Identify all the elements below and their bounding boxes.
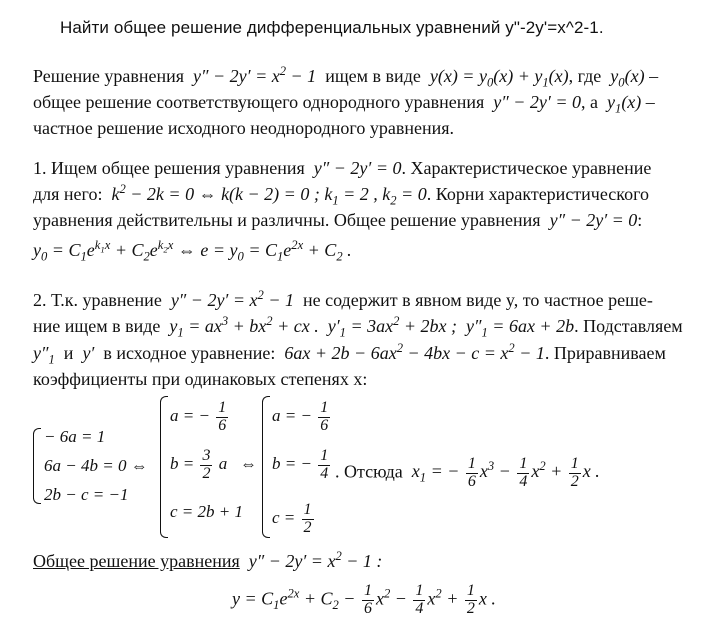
substitution-equation: $6ax + 2b - 6ax^2 - 4bx - c = x^2 - 1$ bbox=[279, 341, 545, 363]
intro-line-3: частное решение исходного неоднородного уравнения. bbox=[33, 118, 454, 138]
step2-text-3b: в исходное уравнение: bbox=[103, 343, 276, 363]
step2-equation: $y'' - 2y' = x^2 - 1$ bbox=[166, 288, 299, 310]
system2-row-1: a = − $\frac{1}{6}$ bbox=[170, 399, 227, 434]
system1-row-1: − 6a = 1 bbox=[44, 427, 106, 446]
step2-text-2b: . Подставляем bbox=[574, 316, 683, 336]
hence-text: . Отсюда bbox=[335, 461, 403, 482]
brace-2 bbox=[160, 396, 168, 538]
problem-title: Найти общее решение дифференциальных уравнений y"-2y'=x^2-1. bbox=[60, 18, 604, 37]
intro-dash-1: – bbox=[649, 66, 659, 86]
general-label: Общее решение уравнения bbox=[33, 551, 240, 571]
step1-text-1b: . Характеристическое уравнение bbox=[401, 158, 652, 178]
step1-text-1a: 1. Ищем общее решения уравнения bbox=[33, 158, 305, 178]
y0-symbol: $y_0(x)$ bbox=[605, 66, 650, 90]
equation-main: $y'' - 2y' = x^2 - 1$ bbox=[188, 64, 321, 86]
step1-line-2 bbox=[33, 182, 650, 208]
intro-text-2b: , а bbox=[581, 92, 599, 112]
general-solution-heading bbox=[33, 551, 382, 572]
step1-line-1 bbox=[33, 158, 651, 179]
step2-line-3 bbox=[33, 341, 666, 367]
system3-row-2: b = − $\frac{1}{4}$ bbox=[272, 447, 329, 482]
intro-text-1b: ищем в виде bbox=[325, 66, 421, 86]
system2-row-3: c = 2b + 1 bbox=[170, 502, 243, 521]
equation-form: $y(x) = y_0(x) + y_1(x)$ bbox=[425, 66, 569, 90]
step1-text-3a: уравнения действительны и различны. Общее решение уравнения bbox=[33, 210, 541, 230]
particular-solution: $x_1$ = − $\frac{1}{6}$ $x^3$ − $\frac{1}{4}$ $x^2$ + $\frac{1}{2}$ x . bbox=[407, 455, 600, 490]
system3-row-3: c = $\frac{1}{2}$ bbox=[272, 501, 312, 536]
step1-equation-repeat: y″ − 2y′ = 0 bbox=[545, 210, 638, 230]
intro-dash-2: – bbox=[645, 92, 655, 112]
step1-equation: y″ − 2y′ = 0 bbox=[309, 158, 402, 178]
intro-text-1a: Решение уравнения bbox=[33, 66, 185, 86]
step2-line-4: коэффициенты при одинаковых степенях x: bbox=[33, 369, 368, 389]
y1-double-prime: $y''_1$ bbox=[33, 343, 55, 367]
step2-text-3c: . Приравниваем bbox=[544, 343, 666, 363]
system1-row-2: 6a − 4b = 0 ⇔ bbox=[44, 456, 148, 475]
brace-3 bbox=[262, 396, 270, 538]
step1-text-2a: для него: bbox=[33, 184, 103, 204]
step2-line-2 bbox=[33, 314, 683, 340]
particular-form: $y_1 = ax^3 + bx^2$ + cx . $y'_1 = 3ax^2 + 2bx$ ; $y''_1 = 6ax + 2b$ bbox=[164, 314, 575, 340]
particular-solution-line bbox=[335, 456, 600, 491]
homogeneous-solution: $y_0 = C_1e^{k_1x} + C_2e^{k_2x}$ ⇔ $e = y_0 = C_1e^{2x} + C_2$ . bbox=[33, 238, 352, 264]
intro-text-1c: , где bbox=[568, 66, 602, 86]
step1-colon: : bbox=[637, 210, 643, 230]
step1-text-2b: . Корни характеристического bbox=[426, 184, 650, 204]
step1-line-3 bbox=[33, 210, 642, 231]
general-solution: $y = C_1e^{2x} + C_2$ − $\frac{1}{6}$ $x^2$ − $\frac{1}{4}$ $x^2$ + $\frac{1}{2}$ x . bbox=[232, 582, 496, 617]
intro-text-2a: общее решение соответствующего однородного уравнения bbox=[33, 92, 485, 112]
brace-1 bbox=[33, 428, 41, 504]
y-prime: y′ bbox=[77, 343, 99, 363]
characteristic-equation: $k^2 - 2k = 0$ ⇔ k(k − 2) = 0 ; $k_1 = 2$ , $k_2 = 0$ bbox=[106, 182, 427, 208]
intro-line-2 bbox=[33, 92, 655, 116]
step2-text-2a: ние ищем в виде bbox=[33, 316, 161, 336]
step2-text-3a: и bbox=[63, 343, 74, 363]
system2-row-2: b = $\frac{3}{2}$ a ⇔ bbox=[170, 447, 257, 482]
step2-text-1b: не содержит в явном виде y, то частное реше- bbox=[302, 290, 653, 310]
step2-text-1a: 2. Т.к. уравнение bbox=[33, 290, 162, 310]
step2-line-1 bbox=[33, 290, 653, 311]
equation-homogeneous: y″ − 2y′ = 0 bbox=[488, 92, 582, 112]
intro-line-1 bbox=[33, 64, 659, 90]
general-equation: $y'' - 2y' = x^2 - 1$ : bbox=[244, 549, 383, 571]
system1-row-3: 2b − c = −1 bbox=[44, 485, 129, 504]
y1-symbol: $y_1(x)$ bbox=[602, 92, 646, 116]
system3-row-1: a = − $\frac{1}{6}$ bbox=[272, 399, 329, 434]
